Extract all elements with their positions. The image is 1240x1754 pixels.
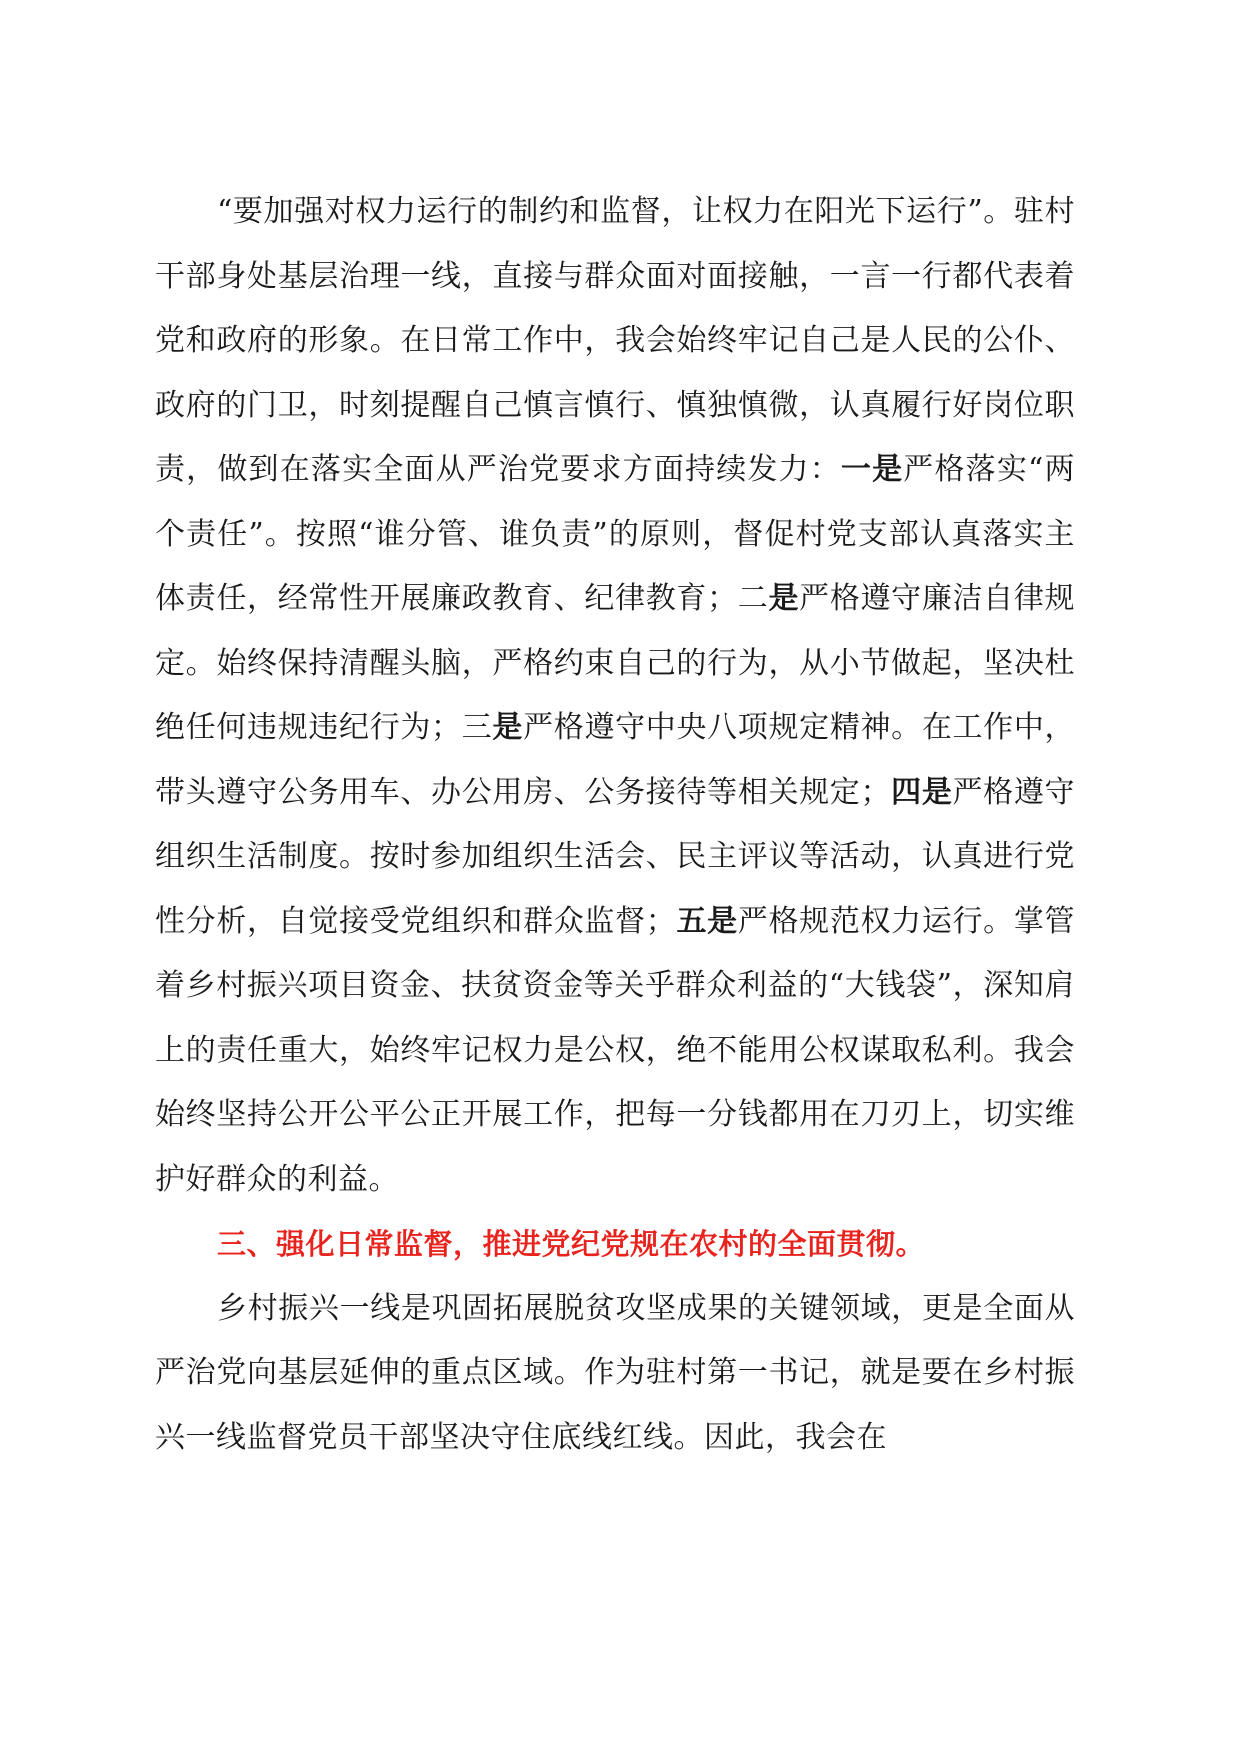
- emphasis-first: 一是: [840, 452, 904, 487]
- paragraph-text-segment: 严格遵守中央八项规定精神。在工作中，带头遵守公务用车、办公用房、公务接待等相关规定；: [155, 710, 1076, 810]
- paragraph-text-segment: “要加强对权力运行的制约和监督，让权力在阳光下运行”。驻村干部身处基层治理一线，直接与群众面对面接触，一言一行都代表着党和政府的形象。在日常工作中，我会始终牢记自己是人民的公仆、政府的门卫，时刻提醒自己慎言慎行、慎独慎微，认真履行好岗位职责，做到在落实全面从严治党要求方面持续发力：: [155, 194, 1075, 487]
- paragraph-text-segment: 严格落实“两个责任”。按照“谁分管、谁负责”的原则，督促村党支部认真落实主体责任，经常性开展廉政教育、纪律教育；二: [155, 452, 1076, 616]
- emphasis-fourth: 四是: [890, 774, 953, 810]
- paragraph-supervision-of-power: [155, 180, 1075, 1212]
- paragraph-rural-revitalization: 乡村振兴一线是巩固拓展脱贫攻坚成果的关键领域，更是全面从严治党向基层延伸的重点区域。作为驻村第一书记，就是要在乡村振兴一线监督党员干部坚决守住底线红线。因此，我会在: [155, 1290, 1075, 1455]
- emphasis-fifth: 五是: [676, 903, 738, 939]
- paragraph-text-segment: 严格遵守组织生活制度。按时参加组织生活会、民主评议等活动，认真进行党性分析，自觉接受党组织和群众监督；: [155, 774, 1076, 939]
- document-body: [155, 180, 1075, 1470]
- paragraph-text-segment: 严格规范权力运行。掌管着乡村振兴项目资金、扶贫资金等关乎群众利益的“大钱袋”，深知肩上的责任重大，始终牢记权力是公权，绝不能用公权谋取私利。我会始终坚持公开公平公正开展工作，把每一分钱都用在刀刃上，切实维护好群众的利益。: [155, 903, 1076, 1197]
- section-heading: 三、强化日常监督，推进党纪党规在农村的全面贯彻。: [217, 1227, 926, 1261]
- emphasis-third: 是: [492, 710, 524, 745]
- paragraph-text-segment: 严格遵守廉洁自律规定。始终保持清醒头脑，严格约束自己的行为，从小节做起，坚决杜绝任何违规违纪行为；三: [155, 581, 1076, 745]
- emphasis-second: 是: [768, 581, 800, 616]
